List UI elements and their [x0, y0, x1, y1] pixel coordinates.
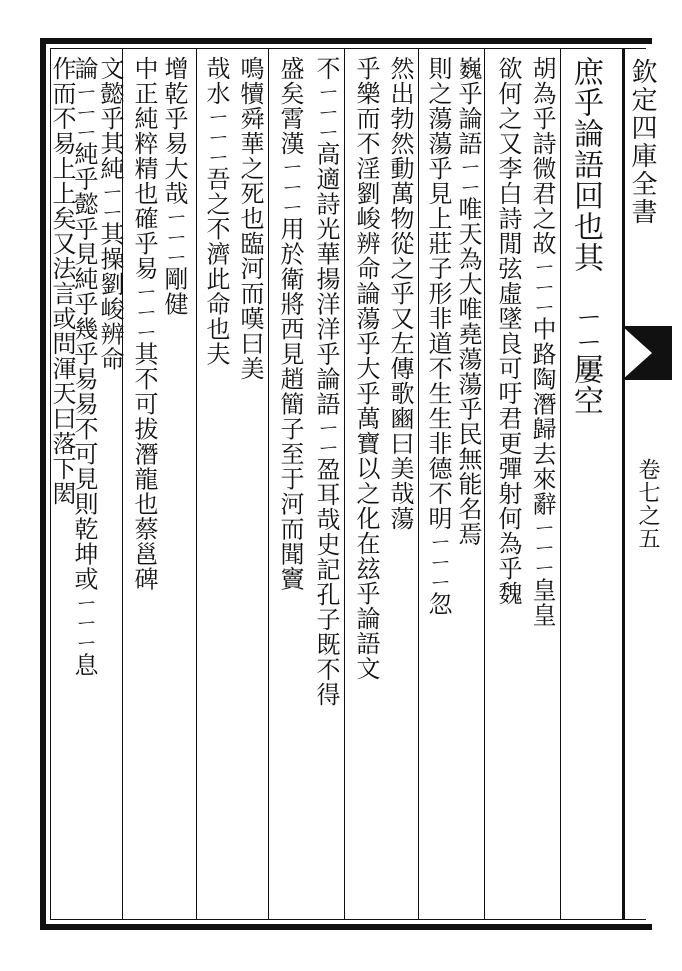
- text-column-6: 然出勃然動萬物從之乎又左傳歌豳曰美哉蕩: [386, 56, 414, 531]
- column-rule: [418, 48, 419, 920]
- text-column-2: 胡為乎詩微君之故ㄧㄧㄧ中路陶潛歸去來辭ㄧㄧㄧ皇皇: [528, 56, 556, 628]
- text-column-10: 鳴犢舜華之死也臨河而嘆曰美: [236, 56, 264, 381]
- text-column-15: 論ㄧㄧㄧ純乎懿乎見純乎幾乎易易不可見則乾坤或ㄧㄧㄧ息: [70, 56, 98, 678]
- text-column-5: 則之蕩蕩乎見上莊子形非道不生生非德不明ㄧㄧㄧ忽: [424, 56, 452, 617]
- text-column-9: 盛矣霄漢ㄧㄧㄧ用於衛將西見趙簡子至于河而聞竇: [276, 56, 304, 592]
- text-column-14: 文懿乎其純ㄧㄧ其操劉峻辨命: [96, 56, 124, 372]
- text-column-3: 欲何之又李白詩閒弦虛墜良可吁君更彈射何為乎魏: [494, 56, 522, 606]
- text-column-12: 增乾乎易大哉ㄧㄧㄧ剛健: [160, 56, 188, 317]
- page-margin: [622, 48, 672, 920]
- text-column-1: 庶乎論語回也其 ㄧㄧ屢空: [568, 56, 603, 416]
- text-column-7: 乎樂而不淫劉峻辨命論蕩乎大乎萬寶以之化在玆乎論語文: [352, 56, 380, 681]
- text-column-8: 不ㄧㄧㄧ高適詩光華揚洋洋乎論語ㄧㄧ盈耳哉史記孔子既不得: [312, 56, 340, 707]
- column-rule: [560, 48, 561, 920]
- book-title: 欽定四庫全書: [627, 58, 657, 226]
- column-rule: [344, 48, 345, 920]
- text-column-16: 作而不易上上矣又法言或問渾天曰落下閎: [48, 56, 76, 506]
- fishtail-mark: [622, 318, 672, 388]
- column-rule: [484, 48, 485, 920]
- column-rule: [268, 48, 269, 920]
- juan-number: 卷七之五: [635, 458, 660, 550]
- column-rule: [196, 48, 197, 920]
- text-column-13: 中正純粹精也確乎易ㄧㄧㄧ其不可拔潛龍也蔡邕碑: [130, 56, 158, 592]
- text-column-11: 哉水ㄧㄧㄧ吾之不濟此命也夫: [202, 56, 230, 367]
- text-column-4: 巍乎論語ㄧㄧ唯天為大唯堯蕩蕩乎民無能名焉: [454, 56, 482, 547]
